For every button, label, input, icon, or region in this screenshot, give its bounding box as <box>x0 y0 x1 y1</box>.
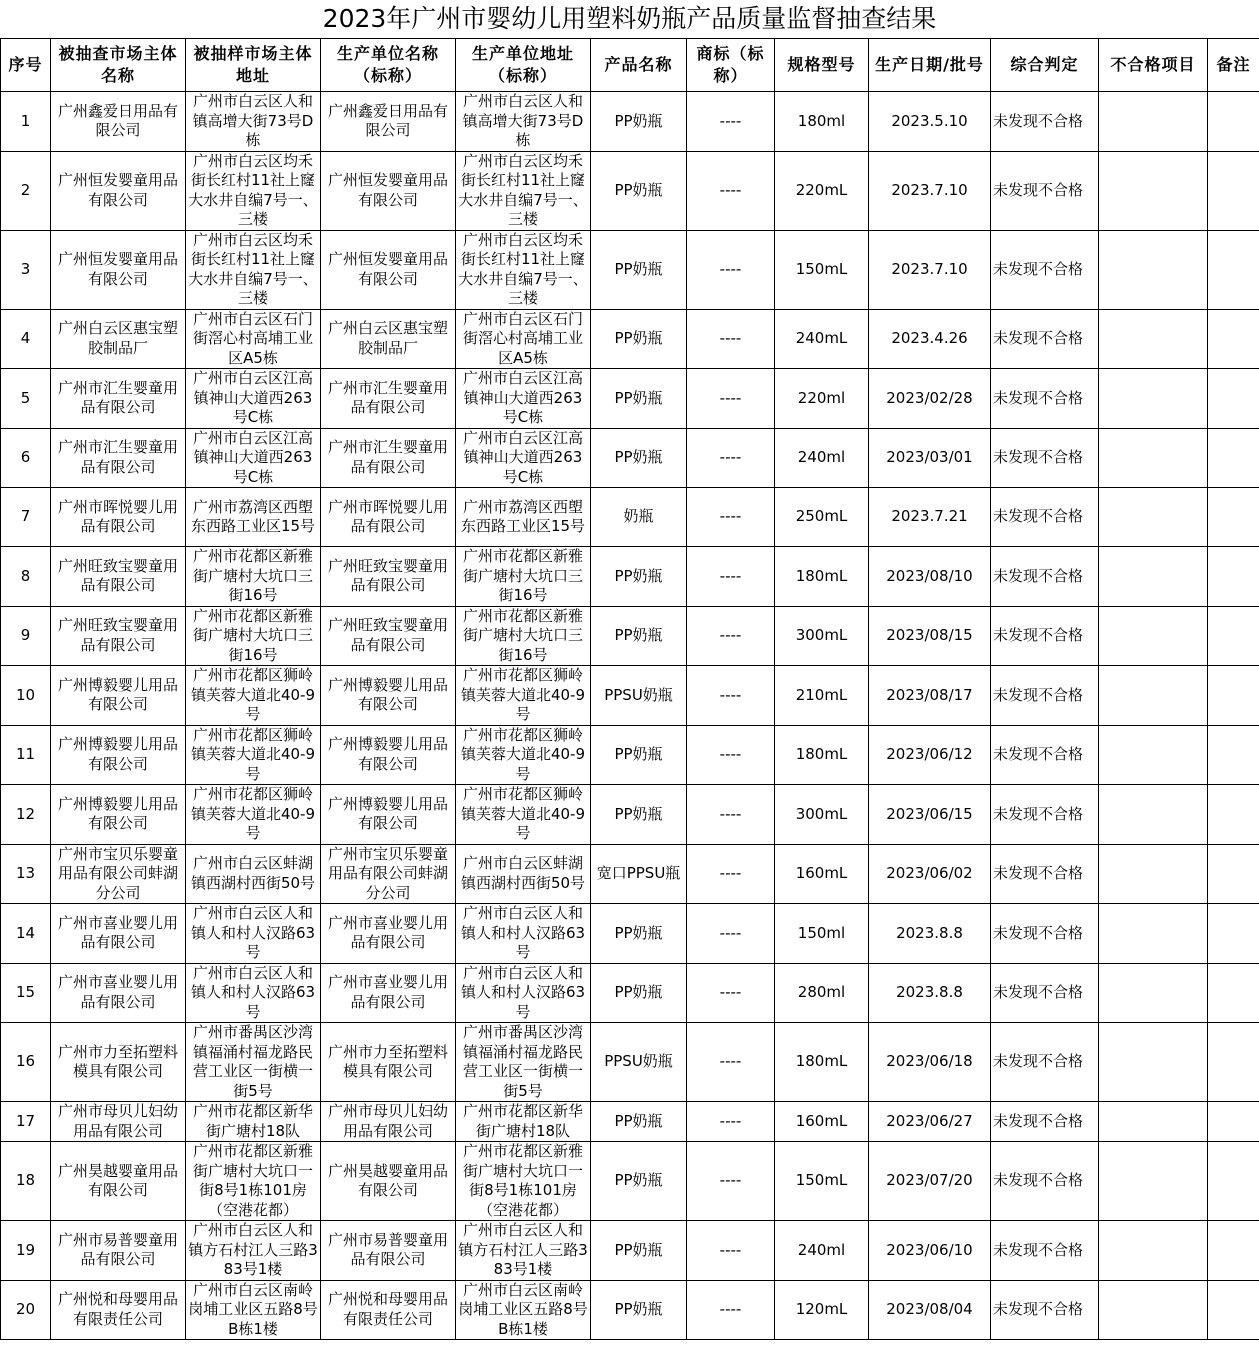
cell-no: 10 <box>1 666 51 726</box>
cell-product: PP奶瓶 <box>591 1142 687 1221</box>
cell-brand: ---- <box>687 785 775 845</box>
cell-entity: 广州市母贝儿妇幼用品有限公司 <box>51 1102 186 1142</box>
cell-date: 2023.7.10 <box>869 151 991 230</box>
cell-producer: 广州博毅婴儿用品有限公司 <box>321 666 456 726</box>
cell-fail-items <box>1099 1221 1208 1281</box>
cell-fail-items <box>1099 230 1208 309</box>
cell-address: 广州市白云区人和镇人和村人汉路63号 <box>186 904 321 964</box>
cell-address: 广州市花都区新雅街广塘村大坑口一街8号1栋101房（空港花都） <box>186 1142 321 1221</box>
cell-address: 广州市花都区新雅街广塘村大坑口三街16号 <box>186 606 321 666</box>
cell-address: 广州市白云区南岭岗埔工业区五路8号B栋1楼 <box>186 1280 321 1340</box>
cell-product: PP奶瓶 <box>591 230 687 309</box>
table-row <box>1 1221 1259 1281</box>
cell-brand: ---- <box>687 725 775 785</box>
cell-verdict: 未发现不合格 <box>991 230 1099 309</box>
cell-address: 广州市白云区蚌湖镇西湖村西街50号 <box>186 844 321 904</box>
cell-brand: ---- <box>687 369 775 429</box>
cell-producer-address: 广州市花都区狮岭镇芙蓉大道北40-9号 <box>456 725 591 785</box>
cell-spec: 160mL <box>775 1102 869 1142</box>
cell-no: 6 <box>1 428 51 488</box>
cell-fail-items <box>1099 725 1208 785</box>
table-row <box>1 904 1259 964</box>
cell-spec: 250mL <box>775 488 869 547</box>
cell-spec: 180ml <box>775 92 869 152</box>
cell-product: PP奶瓶 <box>591 785 687 845</box>
cell-entity: 广州博毅婴儿用品有限公司 <box>51 725 186 785</box>
cell-address: 广州市白云区均禾街长红村11社上窿大水井自编7号一、三楼 <box>186 230 321 309</box>
cell-date: 2023/06/12 <box>869 725 991 785</box>
cell-producer-address: 广州市花都区新雅街广塘村大坑口三街16号 <box>456 547 591 607</box>
cell-producer: 广州旺致宝婴童用品有限公司 <box>321 547 456 607</box>
cell-verdict: 未发现不合格 <box>991 725 1099 785</box>
cell-entity: 广州旺致宝婴童用品有限公司 <box>51 547 186 607</box>
cell-spec: 120mL <box>775 1280 869 1340</box>
cell-remark <box>1208 1102 1259 1142</box>
cell-entity: 广州鑫爱日用品有限公司 <box>51 92 186 152</box>
cell-brand: ---- <box>687 547 775 607</box>
cell-spec: 210mL <box>775 666 869 726</box>
cell-remark <box>1208 547 1259 607</box>
cell-address: 广州市番禺区沙湾镇福涌村福龙路民营工业区一街横一街5号 <box>186 1023 321 1102</box>
cell-address: 广州市花都区狮岭镇芙蓉大道北40-9号 <box>186 785 321 845</box>
cell-spec: 280ml <box>775 963 869 1023</box>
table-row <box>1 1023 1259 1102</box>
cell-remark <box>1208 785 1259 845</box>
cell-product: 宽口PPSU瓶 <box>591 844 687 904</box>
table-row <box>1 309 1259 369</box>
cell-producer: 广州白云区惠宝塑胶制品厂 <box>321 309 456 369</box>
cell-verdict: 未发现不合格 <box>991 904 1099 964</box>
header-remark: 备注 <box>1208 39 1259 92</box>
cell-producer: 广州市汇生婴童用品有限公司 <box>321 428 456 488</box>
cell-spec: 240ml <box>775 1221 869 1281</box>
cell-producer: 广州昊越婴童用品有限公司 <box>321 1142 456 1221</box>
cell-remark <box>1208 904 1259 964</box>
table-row <box>1 151 1259 230</box>
cell-date: 2023/08/10 <box>869 547 991 607</box>
cell-remark <box>1208 92 1259 152</box>
cell-fail-items <box>1099 666 1208 726</box>
cell-brand: ---- <box>687 151 775 230</box>
cell-spec: 220mL <box>775 151 869 230</box>
cell-remark <box>1208 1023 1259 1102</box>
cell-brand: ---- <box>687 606 775 666</box>
cell-remark <box>1208 428 1259 488</box>
cell-brand: ---- <box>687 1280 775 1340</box>
cell-no: 13 <box>1 844 51 904</box>
cell-fail-items <box>1099 606 1208 666</box>
table-body <box>1 92 1259 1340</box>
cell-verdict: 未发现不合格 <box>991 92 1099 152</box>
table-header-row <box>1 39 1259 92</box>
cell-remark <box>1208 725 1259 785</box>
cell-spec: 220ml <box>775 369 869 429</box>
cell-producer: 广州市母贝儿妇幼用品有限公司 <box>321 1102 456 1142</box>
cell-date: 2023/08/15 <box>869 606 991 666</box>
cell-producer: 广州旺致宝婴童用品有限公司 <box>321 606 456 666</box>
cell-product: PP奶瓶 <box>591 725 687 785</box>
cell-entity: 广州市晖悦婴儿用品有限公司 <box>51 488 186 547</box>
cell-verdict: 未发现不合格 <box>991 488 1099 547</box>
cell-no: 12 <box>1 785 51 845</box>
cell-producer: 广州市易普婴童用品有限公司 <box>321 1221 456 1281</box>
cell-producer: 广州市喜业婴儿用品有限公司 <box>321 963 456 1023</box>
cell-entity: 广州悦和母婴用品有限责任公司 <box>51 1280 186 1340</box>
cell-producer-address: 广州市白云区江高镇神山大道西263号C栋 <box>456 369 591 429</box>
cell-date: 2023/06/02 <box>869 844 991 904</box>
cell-remark <box>1208 230 1259 309</box>
cell-producer-address: 广州市番禺区沙湾镇福涌村福龙路民营工业区一街横一街5号 <box>456 1023 591 1102</box>
cell-fail-items <box>1099 309 1208 369</box>
cell-entity: 广州市汇生婴童用品有限公司 <box>51 369 186 429</box>
cell-spec: 150mL <box>775 230 869 309</box>
cell-verdict: 未发现不合格 <box>991 1221 1099 1281</box>
cell-date: 2023.7.10 <box>869 230 991 309</box>
cell-brand: ---- <box>687 844 775 904</box>
table-row <box>1 844 1259 904</box>
cell-verdict: 未发现不合格 <box>991 309 1099 369</box>
cell-spec: 180mL <box>775 547 869 607</box>
cell-entity: 广州市喜业婴儿用品有限公司 <box>51 963 186 1023</box>
cell-producer: 广州市力至拓塑料模具有限公司 <box>321 1023 456 1102</box>
cell-verdict: 未发现不合格 <box>991 963 1099 1023</box>
cell-address: 广州市白云区江高镇神山大道西263号C栋 <box>186 369 321 429</box>
cell-product: 奶瓶 <box>591 488 687 547</box>
header-fail-items: 不合格项目 <box>1099 39 1208 92</box>
table-row <box>1 666 1259 726</box>
cell-producer-address: 广州市白云区人和镇方石村江人三路383号1楼 <box>456 1221 591 1281</box>
cell-entity: 广州市喜业婴儿用品有限公司 <box>51 904 186 964</box>
cell-product: PPSU奶瓶 <box>591 666 687 726</box>
cell-no: 8 <box>1 547 51 607</box>
cell-date: 2023/06/10 <box>869 1221 991 1281</box>
cell-date: 2023.5.10 <box>869 92 991 152</box>
cell-date: 2023/07/20 <box>869 1142 991 1221</box>
cell-date: 2023/03/01 <box>869 428 991 488</box>
cell-brand: ---- <box>687 904 775 964</box>
table-row <box>1 725 1259 785</box>
cell-spec: 240ml <box>775 428 869 488</box>
cell-entity: 广州恒发婴童用品有限公司 <box>51 230 186 309</box>
cell-no: 19 <box>1 1221 51 1281</box>
cell-remark <box>1208 844 1259 904</box>
header-producer: 生产单位名称（标称） <box>321 39 456 92</box>
cell-producer: 广州市喜业婴儿用品有限公司 <box>321 904 456 964</box>
cell-product: PP奶瓶 <box>591 963 687 1023</box>
cell-no: 3 <box>1 230 51 309</box>
cell-no: 16 <box>1 1023 51 1102</box>
cell-spec: 180mL <box>775 725 869 785</box>
cell-producer-address: 广州市花都区狮岭镇芙蓉大道北40-9号 <box>456 666 591 726</box>
table-row <box>1 785 1259 845</box>
cell-no: 17 <box>1 1102 51 1142</box>
cell-product: PP奶瓶 <box>591 428 687 488</box>
header-entity: 被抽查市场主体名称 <box>51 39 186 92</box>
cell-product: PP奶瓶 <box>591 92 687 152</box>
cell-brand: ---- <box>687 963 775 1023</box>
cell-brand: ---- <box>687 309 775 369</box>
cell-remark <box>1208 369 1259 429</box>
cell-remark <box>1208 309 1259 369</box>
cell-product: PP奶瓶 <box>591 606 687 666</box>
cell-spec: 160mL <box>775 844 869 904</box>
cell-address: 广州市花都区狮岭镇芙蓉大道北40-9号 <box>186 666 321 726</box>
table-row <box>1 230 1259 309</box>
cell-verdict: 未发现不合格 <box>991 785 1099 845</box>
cell-producer: 广州博毅婴儿用品有限公司 <box>321 785 456 845</box>
cell-product: PP奶瓶 <box>591 151 687 230</box>
table-row <box>1 488 1259 547</box>
cell-verdict: 未发现不合格 <box>991 547 1099 607</box>
cell-verdict: 未发现不合格 <box>991 606 1099 666</box>
cell-address: 广州市白云区人和镇高增大街73号D栋 <box>186 92 321 152</box>
cell-fail-items <box>1099 785 1208 845</box>
cell-remark <box>1208 1221 1259 1281</box>
header-spec: 规格型号 <box>775 39 869 92</box>
cell-brand: ---- <box>687 1102 775 1142</box>
cell-no: 5 <box>1 369 51 429</box>
cell-fail-items <box>1099 1280 1208 1340</box>
cell-product: PPSU奶瓶 <box>591 1023 687 1102</box>
cell-remark <box>1208 1280 1259 1340</box>
cell-address: 广州市荔湾区西塱东西路工业区15号 <box>186 488 321 547</box>
cell-producer: 广州博毅婴儿用品有限公司 <box>321 725 456 785</box>
cell-producer-address: 广州市白云区蚌湖镇西湖村西街50号 <box>456 844 591 904</box>
cell-date: 2023.8.8 <box>869 963 991 1023</box>
cell-producer-address: 广州市花都区新雅街广塘村大坑口一街8号1栋101房（空港花都） <box>456 1142 591 1221</box>
cell-date: 2023.8.8 <box>869 904 991 964</box>
cell-producer-address: 广州市白云区人和镇高增大街73号D栋 <box>456 92 591 152</box>
cell-date: 2023/06/27 <box>869 1102 991 1142</box>
cell-entity: 广州博毅婴儿用品有限公司 <box>51 666 186 726</box>
cell-no: 4 <box>1 309 51 369</box>
cell-producer: 广州市宝贝乐婴童用品有限公司蚌湖分公司 <box>321 844 456 904</box>
cell-no: 7 <box>1 488 51 547</box>
cell-entity: 广州昊越婴童用品有限公司 <box>51 1142 186 1221</box>
cell-no: 1 <box>1 92 51 152</box>
cell-product: PP奶瓶 <box>591 1280 687 1340</box>
cell-entity: 广州博毅婴儿用品有限公司 <box>51 785 186 845</box>
cell-entity: 广州白云区惠宝塑胶制品厂 <box>51 309 186 369</box>
cell-brand: ---- <box>687 230 775 309</box>
table-row <box>1 963 1259 1023</box>
cell-fail-items <box>1099 1102 1208 1142</box>
table-row <box>1 369 1259 429</box>
cell-date: 2023/08/04 <box>869 1280 991 1340</box>
cell-address: 广州市白云区江高镇神山大道西263号C栋 <box>186 428 321 488</box>
table-row <box>1 1142 1259 1221</box>
cell-no: 14 <box>1 904 51 964</box>
cell-address: 广州市白云区人和镇方石村江人三路383号1楼 <box>186 1221 321 1281</box>
cell-fail-items <box>1099 92 1208 152</box>
cell-verdict: 未发现不合格 <box>991 1280 1099 1340</box>
cell-entity: 广州恒发婴童用品有限公司 <box>51 151 186 230</box>
cell-no: 11 <box>1 725 51 785</box>
cell-fail-items <box>1099 428 1208 488</box>
cell-producer: 广州恒发婴童用品有限公司 <box>321 151 456 230</box>
table-row <box>1 547 1259 607</box>
cell-producer-address: 广州市白云区人和镇人和村人汉路63号 <box>456 904 591 964</box>
cell-remark <box>1208 606 1259 666</box>
table-row <box>1 92 1259 152</box>
cell-spec: 240mL <box>775 309 869 369</box>
cell-entity: 广州旺致宝婴童用品有限公司 <box>51 606 186 666</box>
cell-producer-address: 广州市白云区均禾街长红村11社上窿大水井自编7号一、三楼 <box>456 230 591 309</box>
cell-remark <box>1208 151 1259 230</box>
cell-date: 2023.7.21 <box>869 488 991 547</box>
cell-verdict: 未发现不合格 <box>991 369 1099 429</box>
cell-producer-address: 广州市白云区南岭岗埔工业区五路8号B栋1楼 <box>456 1280 591 1340</box>
cell-address: 广州市花都区狮岭镇芙蓉大道北40-9号 <box>186 725 321 785</box>
cell-verdict: 未发现不合格 <box>991 1023 1099 1102</box>
cell-product: PP奶瓶 <box>591 369 687 429</box>
cell-producer: 广州市晖悦婴儿用品有限公司 <box>321 488 456 547</box>
cell-brand: ---- <box>687 1142 775 1221</box>
cell-producer: 广州悦和母婴用品有限责任公司 <box>321 1280 456 1340</box>
cell-producer: 广州市汇生婴童用品有限公司 <box>321 369 456 429</box>
cell-remark <box>1208 488 1259 547</box>
cell-date: 2023.4.26 <box>869 309 991 369</box>
cell-brand: ---- <box>687 92 775 152</box>
cell-product: PP奶瓶 <box>591 1221 687 1281</box>
cell-remark <box>1208 1142 1259 1221</box>
cell-spec: 300mL <box>775 606 869 666</box>
cell-brand: ---- <box>687 488 775 547</box>
cell-entity: 广州市力至拓塑料模具有限公司 <box>51 1023 186 1102</box>
cell-remark <box>1208 963 1259 1023</box>
cell-address: 广州市白云区人和镇人和村人汉路63号 <box>186 963 321 1023</box>
table-row <box>1 1102 1259 1142</box>
cell-verdict: 未发现不合格 <box>991 1142 1099 1221</box>
cell-address: 广州市花都区新华街广塘村18队 <box>186 1102 321 1142</box>
cell-fail-items <box>1099 547 1208 607</box>
cell-spec: 150ml <box>775 904 869 964</box>
cell-verdict: 未发现不合格 <box>991 666 1099 726</box>
cell-producer-address: 广州市白云区人和镇人和村人汉路63号 <box>456 963 591 1023</box>
cell-producer-address: 广州市白云区均禾街长红村11社上窿大水井自编7号一、三楼 <box>456 151 591 230</box>
cell-spec: 150mL <box>775 1142 869 1221</box>
cell-no: 15 <box>1 963 51 1023</box>
cell-producer-address: 广州市荔湾区西塱东西路工业区15号 <box>456 488 591 547</box>
cell-date: 2023/02/28 <box>869 369 991 429</box>
cell-producer: 广州鑫爱日用品有限公司 <box>321 92 456 152</box>
header-brand: 商标（标称） <box>687 39 775 92</box>
cell-entity: 广州市宝贝乐婴童用品有限公司蚌湖分公司 <box>51 844 186 904</box>
cell-fail-items <box>1099 963 1208 1023</box>
cell-fail-items <box>1099 844 1208 904</box>
cell-address: 广州市白云区均禾街长红村11社上窿大水井自编7号一、三楼 <box>186 151 321 230</box>
page-title: 2023年广州市婴幼儿用塑料奶瓶产品质量监督抽查结果 <box>322 4 937 33</box>
table-row <box>1 1280 1259 1340</box>
cell-brand: ---- <box>687 666 775 726</box>
cell-brand: ---- <box>687 1221 775 1281</box>
cell-address: 广州市花都区新雅街广塘村大坑口三街16号 <box>186 547 321 607</box>
cell-product: PP奶瓶 <box>591 547 687 607</box>
header-producer-address: 生产单位地址（标称） <box>456 39 591 92</box>
table-row <box>1 606 1259 666</box>
header-verdict: 综合判定 <box>991 39 1099 92</box>
cell-entity: 广州市汇生婴童用品有限公司 <box>51 428 186 488</box>
header-date: 生产日期/批号 <box>869 39 991 92</box>
table-row <box>1 428 1259 488</box>
cell-date: 2023/08/17 <box>869 666 991 726</box>
cell-fail-items <box>1099 904 1208 964</box>
cell-no: 18 <box>1 1142 51 1221</box>
cell-verdict: 未发现不合格 <box>991 1102 1099 1142</box>
cell-brand: ---- <box>687 428 775 488</box>
cell-verdict: 未发现不合格 <box>991 428 1099 488</box>
header-address: 被抽样市场主体地址 <box>186 39 321 92</box>
cell-no: 20 <box>1 1280 51 1340</box>
cell-brand: ---- <box>687 1023 775 1102</box>
cell-producer-address: 广州市白云区江高镇神山大道西263号C栋 <box>456 428 591 488</box>
cell-fail-items <box>1099 151 1208 230</box>
cell-remark <box>1208 666 1259 726</box>
cell-fail-items <box>1099 1142 1208 1221</box>
cell-verdict: 未发现不合格 <box>991 151 1099 230</box>
cell-producer-address: 广州市花都区新华街广塘村18队 <box>456 1102 591 1142</box>
results-table <box>0 38 1259 1340</box>
cell-product: PP奶瓶 <box>591 309 687 369</box>
cell-verdict: 未发现不合格 <box>991 844 1099 904</box>
cell-producer-address: 广州市花都区新雅街广塘村大坑口三街16号 <box>456 606 591 666</box>
cell-spec: 180mL <box>775 1023 869 1102</box>
cell-no: 9 <box>1 606 51 666</box>
cell-producer-address: 广州市花都区狮岭镇芙蓉大道北40-9号 <box>456 785 591 845</box>
cell-producer-address: 广州市白云区石门街滘心村高埔工业区A5栋 <box>456 309 591 369</box>
cell-product: PP奶瓶 <box>591 904 687 964</box>
cell-date: 2023/06/15 <box>869 785 991 845</box>
cell-fail-items <box>1099 488 1208 547</box>
cell-address: 广州市白云区石门街滘心村高埔工业区A5栋 <box>186 309 321 369</box>
header-product: 产品名称 <box>591 39 687 92</box>
cell-spec: 300mL <box>775 785 869 845</box>
cell-fail-items <box>1099 1023 1208 1102</box>
cell-producer: 广州恒发婴童用品有限公司 <box>321 230 456 309</box>
cell-product: PP奶瓶 <box>591 1102 687 1142</box>
header-no: 序号 <box>1 39 51 92</box>
cell-fail-items <box>1099 369 1208 429</box>
cell-date: 2023/06/18 <box>869 1023 991 1102</box>
cell-entity: 广州市易普婴童用品有限公司 <box>51 1221 186 1281</box>
cell-no: 2 <box>1 151 51 230</box>
